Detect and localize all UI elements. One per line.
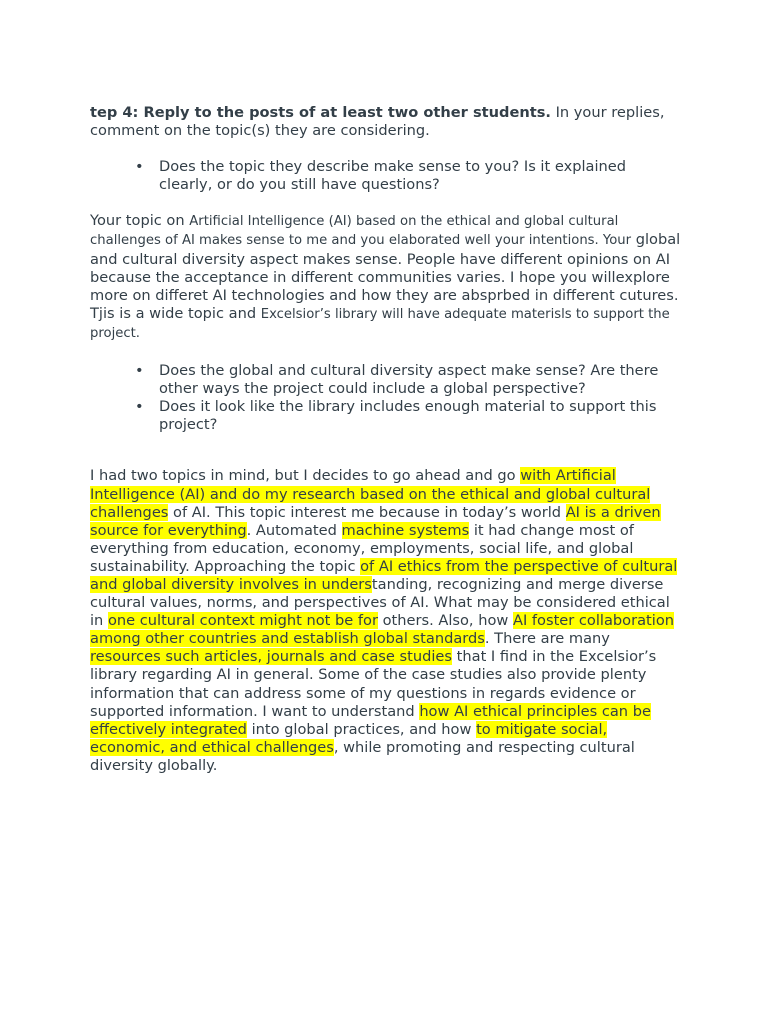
step-instruction-text: In your replies, comment on the topic(s) they are considering. [90,104,665,140]
bullet-icon: • [135,158,144,176]
highlighted-text: machine systems [341,521,470,539]
step-instruction [90,104,682,140]
highlighted-text: AI foster collaboration among other countries and establish global standards [90,612,674,648]
bullet-item: • Does the global and cultural diversity aspect make sense? Are there other ways the project could include a global perspective? [135,362,659,398]
highlighted-text: resources such articles, journals and case studies [90,648,453,666]
reply-paragraph: Your topic on Artificial Intelligence (AI) based on the ethical and global cultural challenges of AI makes sense to me and you elaborated well your intentions. Your global and cultural diversity aspect makes sense. People have different opinions on AI because the acceptance in different communities varies. I hope you willexplore more on differet AI technologies and how they are absprbed in different cutures. Tjis is a wide topic and Excelsior’s library will have adequate materisls to support the project. [90,212,681,341]
bullet-icon: • [135,398,144,416]
highlighted-text: how AI ethical principles can be effectively integrated [90,702,651,738]
bullet-item: • Does it look like the library includes enough material to support this project? [135,398,657,434]
highlighted-text: of AI ethics from the perspective of cultural and global diversity involves in unders [90,557,678,593]
post-paragraph: I had two topics in mind, but I decides to go ahead and go with Artificial Intelligence (AI) and do my research based on the ethical and global cultural challenges of AI. This topic interest me because in today’s world AI is a driven source for everything. Automated machine systems it had change most of everything from education, economy, employments, social life, and global sustainability. Approaching the topic of AI ethics from the perspective of cultural and global diversity involves in understanding, recognizing and merge diverse cultural values, norms, and perspectives of AI. What may be considered ethical in one cultural context might not be for others. Also, how AI foster collaboration among other countries and establish global standards. There are many resources such articles, journals and case studies that I find in the Excelsior’s library regarding AI in general. Some of the case studies also provide plenty information that can address some of my questions in regards evidence or supported information. I want to understand how AI ethical principles can be effectively integrated into global practices, and how to mitigate social, economic, and ethical challenges, while promoting and respecting cultural diversity globally. [90,467,678,774]
step-heading: tep 4: Reply to the posts of at least two other students. [90,104,551,121]
highlighted-text: with Artificial Intelligence (AI) and do my research based on the ethical and global cultural challenges [90,467,651,521]
bullet-list-topic-questions [90,158,682,194]
highlighted-text: AI is a driven source for everything [90,503,661,539]
highlighted-text: one cultural context might not be for [107,612,378,630]
document-body [90,104,682,775]
bullet-list-diversity-questions [90,362,682,434]
bullet-item: • Does the topic they describe make sense to you? Is it explained clearly, or do you still have questions? [135,158,627,194]
bullet-icon: • [135,362,144,380]
highlighted-text: to mitigate social, economic, and ethical challenges [90,720,608,756]
